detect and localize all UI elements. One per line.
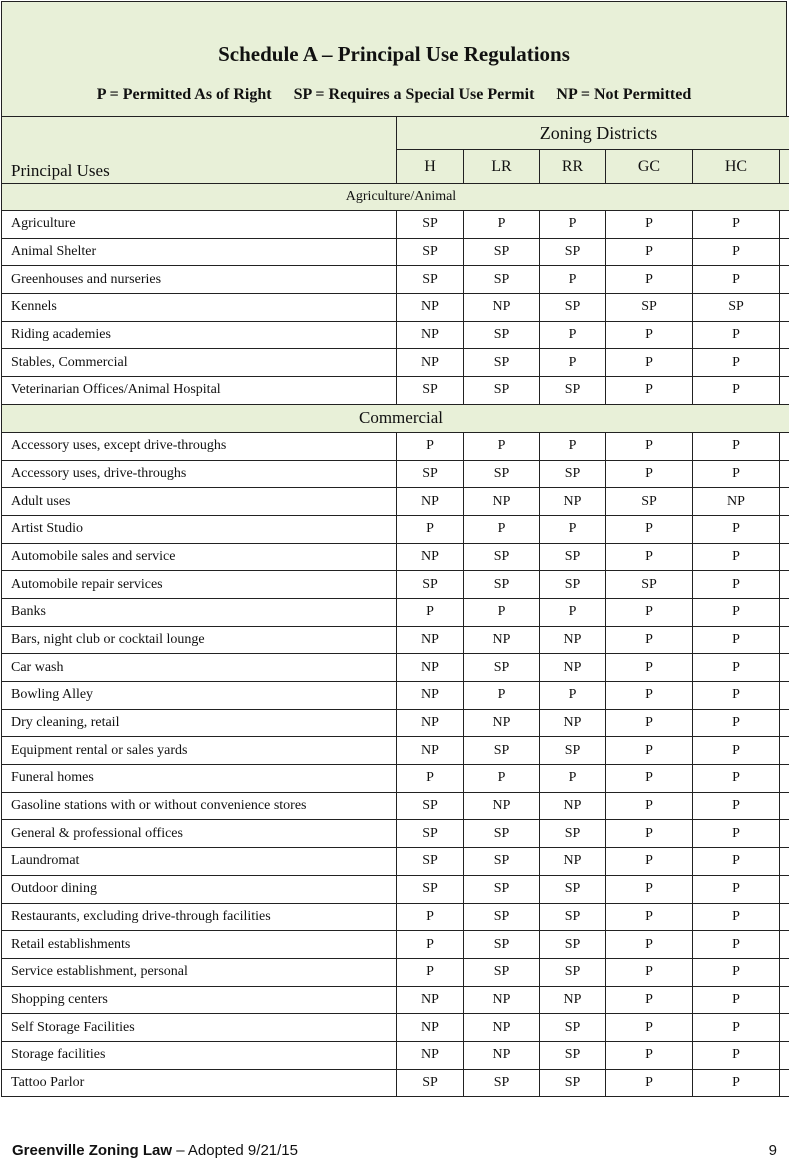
use-name: Accessory uses, except drive-throughs [2, 432, 397, 460]
table-row [2, 377, 789, 405]
district-value: NP [397, 488, 464, 516]
table-row [2, 958, 789, 986]
district-value: P [693, 238, 780, 266]
district-value: P [606, 626, 693, 654]
district-value: P [397, 903, 464, 931]
district-value: SP [540, 571, 606, 599]
use-name: Greenhouses and nurseries [2, 266, 397, 294]
use-name: Shopping centers [2, 986, 397, 1014]
district-value: P [606, 1041, 693, 1069]
district-value: NP [540, 626, 606, 654]
district-value: P [693, 543, 780, 571]
district-value: SP [540, 543, 606, 571]
district-value: P [606, 848, 693, 876]
district-value: P [606, 1069, 693, 1097]
district-value: SP [397, 211, 464, 239]
use-name: Self Storage Facilities [2, 1014, 397, 1042]
district-value: P [397, 432, 464, 460]
district-value: SP [693, 294, 780, 322]
district-value: P [540, 349, 606, 377]
district-value: NP [464, 1041, 540, 1069]
blank-cell [780, 903, 789, 931]
section-header-row [2, 184, 789, 211]
use-name: Equipment rental or sales yards [2, 737, 397, 765]
district-value: P [693, 986, 780, 1014]
section-header: Agriculture/Animal [2, 184, 789, 211]
district-value: P [606, 211, 693, 239]
district-value: NP [540, 654, 606, 682]
table-row [2, 571, 789, 599]
district-value: P [693, 931, 780, 959]
use-name: Animal Shelter [2, 238, 397, 266]
footer-doc-name: Greenville Zoning Law [12, 1142, 173, 1159]
district-value: P [606, 931, 693, 959]
blank-cell [780, 238, 789, 266]
blank-cell [780, 1069, 789, 1097]
district-value: P [397, 931, 464, 959]
district-value: P [606, 875, 693, 903]
district-value: P [693, 598, 780, 626]
blank-cell [780, 737, 789, 765]
blank-cell [780, 986, 789, 1014]
district-value: NP [397, 626, 464, 654]
schedule-header [1, 1, 787, 117]
district-value: P [693, 515, 780, 543]
blank-cell [780, 488, 789, 516]
district-value: SP [540, 238, 606, 266]
legend-not-permitted: NP = Not Permitted [556, 86, 692, 103]
district-value: NP [464, 986, 540, 1014]
district-header-gc: GC [606, 150, 693, 184]
district-value: P [693, 654, 780, 682]
district-value: P [397, 515, 464, 543]
district-value: P [606, 903, 693, 931]
blank-cell [780, 765, 789, 793]
blank-cell [780, 931, 789, 959]
district-value: P [540, 765, 606, 793]
district-value: P [540, 266, 606, 294]
district-value: SP [464, 238, 540, 266]
table-row [2, 737, 789, 765]
use-name: Artist Studio [2, 515, 397, 543]
district-value: P [540, 432, 606, 460]
blank-cell [780, 654, 789, 682]
blank-cell [780, 792, 789, 820]
blank-cell [780, 820, 789, 848]
district-value: P [540, 321, 606, 349]
district-value: P [397, 958, 464, 986]
use-name: Funeral homes [2, 765, 397, 793]
use-name: Automobile repair services [2, 571, 397, 599]
district-value: P [693, 1041, 780, 1069]
district-value: P [693, 432, 780, 460]
district-value: NP [540, 848, 606, 876]
blank-cell [780, 211, 789, 239]
blank-cell [780, 432, 789, 460]
district-value: SP [540, 1014, 606, 1042]
use-name: Stables, Commercial [2, 349, 397, 377]
district-value: SP [397, 792, 464, 820]
footer-adopted: – Adopted 9/21/15 [172, 1142, 298, 1159]
district-value: SP [540, 931, 606, 959]
district-value: SP [464, 848, 540, 876]
district-value: P [606, 598, 693, 626]
district-value: SP [397, 571, 464, 599]
table-row [2, 1041, 789, 1069]
blank-cell [780, 349, 789, 377]
blank-cell [780, 543, 789, 571]
district-value: SP [464, 931, 540, 959]
district-value: NP [397, 682, 464, 710]
district-value: P [606, 792, 693, 820]
district-value: P [606, 460, 693, 488]
district-value: SP [464, 958, 540, 986]
district-value: P [693, 321, 780, 349]
page-footer [12, 1142, 777, 1159]
district-value: SP [464, 543, 540, 571]
district-value: P [606, 737, 693, 765]
table-row [2, 875, 789, 903]
table-row [2, 460, 789, 488]
district-value: P [693, 958, 780, 986]
district-value: P [464, 682, 540, 710]
district-value: NP [464, 626, 540, 654]
district-value: P [693, 460, 780, 488]
district-value: NP [540, 709, 606, 737]
district-value: SP [464, 266, 540, 294]
district-value: P [693, 571, 780, 599]
district-value: SP [464, 321, 540, 349]
blank-cell [780, 377, 789, 405]
district-value: P [606, 986, 693, 1014]
legend-special-use: SP = Requires a Special Use Permit [293, 86, 535, 103]
district-value: SP [464, 820, 540, 848]
district-value: P [464, 598, 540, 626]
district-value: SP [397, 238, 464, 266]
district-value: SP [540, 377, 606, 405]
district-value: P [606, 321, 693, 349]
blank-cell [780, 709, 789, 737]
district-value: SP [540, 875, 606, 903]
district-value: NP [693, 488, 780, 516]
use-name: Car wash [2, 654, 397, 682]
table-row [2, 986, 789, 1014]
page-title: Schedule A – Principal Use Regulations [218, 42, 570, 66]
district-value: P [693, 1014, 780, 1042]
district-value: P [693, 377, 780, 405]
district-value: NP [540, 986, 606, 1014]
district-value: P [606, 543, 693, 571]
district-value: NP [464, 294, 540, 322]
table-row [2, 211, 789, 239]
table-row [2, 349, 789, 377]
district-value: P [693, 709, 780, 737]
blank-cell [780, 321, 789, 349]
table-row [2, 321, 789, 349]
table-row [2, 266, 789, 294]
table-row [2, 654, 789, 682]
use-name: Agriculture [2, 211, 397, 239]
district-value: P [693, 682, 780, 710]
district-value: SP [464, 875, 540, 903]
use-name: Banks [2, 598, 397, 626]
blank-cell [780, 1041, 789, 1069]
district-header-rr: RR [540, 150, 606, 184]
blank-cell [780, 460, 789, 488]
district-value: P [606, 654, 693, 682]
table-row [2, 848, 789, 876]
principal-use-table [1, 116, 789, 1097]
table-row [2, 931, 789, 959]
district-header-lr: LR [464, 150, 540, 184]
use-name: Service establishment, personal [2, 958, 397, 986]
district-value: P [464, 211, 540, 239]
district-value: SP [464, 1069, 540, 1097]
use-name: Outdoor dining [2, 875, 397, 903]
district-value: P [464, 765, 540, 793]
district-value: SP [540, 294, 606, 322]
district-value: P [606, 958, 693, 986]
blank-cell [780, 266, 789, 294]
district-value: P [606, 709, 693, 737]
table-row [2, 792, 789, 820]
district-value: NP [464, 709, 540, 737]
district-value: P [693, 349, 780, 377]
blank-cell [780, 294, 789, 322]
blank-cell [780, 682, 789, 710]
district-value: NP [397, 321, 464, 349]
district-value: P [606, 238, 693, 266]
district-value: P [606, 266, 693, 294]
district-value: SP [464, 654, 540, 682]
district-value: SP [464, 737, 540, 765]
use-name: Gasoline stations with or without convenience stores [2, 792, 397, 820]
district-value: SP [397, 848, 464, 876]
district-value: SP [540, 820, 606, 848]
table-body [2, 184, 789, 1097]
table-row [2, 903, 789, 931]
district-value: P [397, 598, 464, 626]
district-value: SP [540, 1041, 606, 1069]
district-header-h: H [397, 150, 464, 184]
district-value: SP [397, 377, 464, 405]
blank-cell [780, 958, 789, 986]
district-value: P [693, 765, 780, 793]
use-name: Dry cleaning, retail [2, 709, 397, 737]
district-value: SP [397, 875, 464, 903]
district-value: P [693, 737, 780, 765]
use-name: Kennels [2, 294, 397, 322]
use-name: Bars, night club or cocktail lounge [2, 626, 397, 654]
district-value: SP [397, 1069, 464, 1097]
district-value: P [464, 432, 540, 460]
district-value: SP [464, 377, 540, 405]
district-value: P [606, 515, 693, 543]
table-row [2, 515, 789, 543]
district-value: SP [606, 571, 693, 599]
blank-cell [780, 875, 789, 903]
district-value: SP [606, 294, 693, 322]
use-name: Veterinarian Offices/Animal Hospital [2, 377, 397, 405]
district-value: P [693, 266, 780, 294]
blank-cell [780, 515, 789, 543]
table-row [2, 626, 789, 654]
district-value: NP [540, 792, 606, 820]
district-value: SP [464, 903, 540, 931]
district-value: NP [397, 737, 464, 765]
table-row [2, 294, 789, 322]
district-value: NP [397, 654, 464, 682]
district-value: SP [540, 903, 606, 931]
section-header-row [2, 404, 789, 432]
use-name: Restaurants, excluding drive-through facilities [2, 903, 397, 931]
use-name: Retail establishments [2, 931, 397, 959]
district-value: P [464, 515, 540, 543]
district-value: P [540, 211, 606, 239]
use-name: Storage facilities [2, 1041, 397, 1069]
table-row [2, 682, 789, 710]
use-name: Accessory uses, drive-throughs [2, 460, 397, 488]
use-name: Laundromat [2, 848, 397, 876]
table-row [2, 238, 789, 266]
district-value: P [606, 432, 693, 460]
blank-cell [780, 1014, 789, 1042]
legend-permitted: P = Permitted As of Right [96, 86, 272, 103]
table-row [2, 1069, 789, 1097]
district-value: SP [397, 460, 464, 488]
zoning-districts-header: Zoning Districts [397, 117, 789, 150]
district-value: P [693, 792, 780, 820]
district-value: P [693, 1069, 780, 1097]
district-value: NP [464, 488, 540, 516]
table-row [2, 598, 789, 626]
district-value: P [540, 515, 606, 543]
district-value: P [606, 349, 693, 377]
district-value: P [693, 875, 780, 903]
use-name: Tattoo Parlor [2, 1069, 397, 1097]
table-row [2, 432, 789, 460]
table-row [2, 765, 789, 793]
table-row [2, 820, 789, 848]
district-value: SP [606, 488, 693, 516]
table-row [2, 1014, 789, 1042]
district-value: P [693, 903, 780, 931]
blank-cell [780, 571, 789, 599]
district-value: SP [464, 460, 540, 488]
district-value: P [540, 598, 606, 626]
district-value: NP [397, 1041, 464, 1069]
district-value: P [606, 682, 693, 710]
district-value: NP [397, 1014, 464, 1042]
district-value: NP [397, 543, 464, 571]
table-row [2, 543, 789, 571]
district-value: P [693, 211, 780, 239]
district-value: SP [540, 460, 606, 488]
district-value: NP [397, 986, 464, 1014]
district-value: NP [397, 294, 464, 322]
district-header-blank [780, 150, 789, 184]
page-number: 9 [768, 1142, 777, 1159]
district-value: P [606, 377, 693, 405]
blank-cell [780, 626, 789, 654]
district-value: SP [540, 1069, 606, 1097]
district-value: P [693, 848, 780, 876]
blank-cell [780, 598, 789, 626]
use-name: General & professional offices [2, 820, 397, 848]
district-value: SP [464, 571, 540, 599]
use-name: Adult uses [2, 488, 397, 516]
blank-cell [780, 848, 789, 876]
district-value: SP [397, 820, 464, 848]
district-value: P [397, 765, 464, 793]
use-name: Bowling Alley [2, 682, 397, 710]
principal-uses-header: Principal Uses [2, 117, 397, 184]
legend [2, 86, 786, 104]
section-header: Commercial [2, 404, 789, 432]
table-row [2, 488, 789, 516]
district-value: P [606, 820, 693, 848]
district-value: NP [464, 1014, 540, 1042]
district-value: NP [540, 488, 606, 516]
use-name: Automobile sales and service [2, 543, 397, 571]
district-value: NP [464, 792, 540, 820]
district-value: P [606, 1014, 693, 1042]
district-value: SP [397, 266, 464, 294]
district-value: SP [540, 958, 606, 986]
district-value: SP [540, 737, 606, 765]
district-header-hc: HC [693, 150, 780, 184]
district-value: NP [397, 349, 464, 377]
use-name: Riding academies [2, 321, 397, 349]
district-value: P [540, 682, 606, 710]
district-value: P [693, 820, 780, 848]
district-value: P [606, 765, 693, 793]
table-row [2, 709, 789, 737]
district-value: P [693, 626, 780, 654]
district-value: SP [464, 349, 540, 377]
district-value: NP [397, 709, 464, 737]
